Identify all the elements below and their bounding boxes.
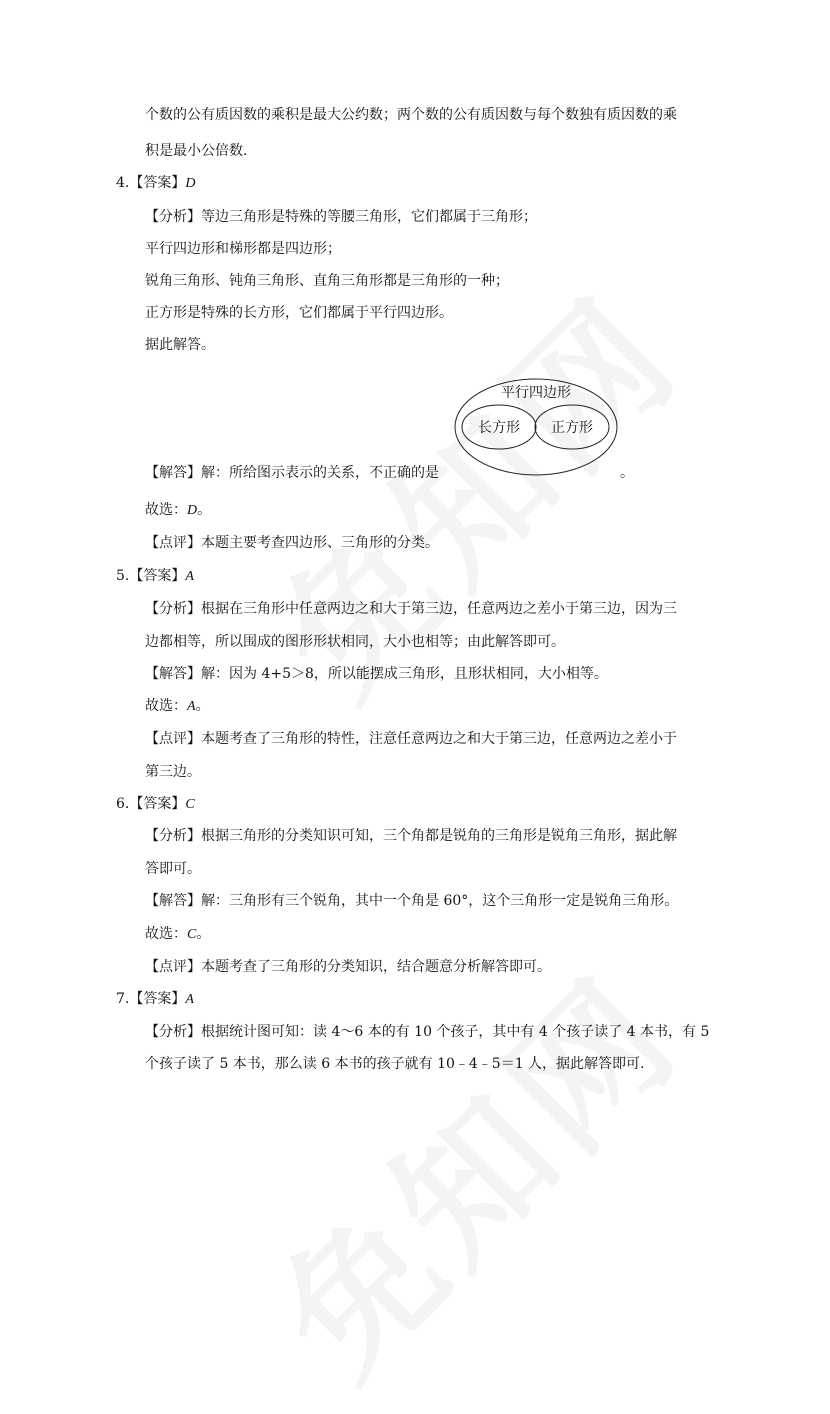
question-number: 6. [116,796,130,812]
pick-answer: A [187,699,196,714]
pick-end: 。 [195,698,210,714]
answer-choice: D [185,176,196,191]
answer-line-q6 [116,794,195,815]
answer-tag: 【答案】 [129,568,186,584]
right-label: 正方形 [551,420,593,436]
answer-tag: 【答案】 [129,175,186,191]
text-line: 个数的公有质因数的乘积是最大公约数；两个数的公有质因数与每个数独有质因数的乘 [145,107,677,123]
pick-line [145,500,211,521]
review-line: 【点评】本题主要考查四边形、三角形的分类。 [145,535,439,551]
pick-end: 。 [196,926,211,942]
answer-line-q4 [116,173,195,194]
answer-line-q7 [116,989,194,1010]
solution-line: 【解答】解：所给图示表示的关系，不正确的是 [145,465,439,481]
solution-line: 【解答】解：三角形有三个锐角，其中一个角是 60°，这个三角形一定是锐角三角形。 [145,893,679,909]
analysis-line: 个孩子读了 5 本书，那么读 6 本书的孩子就有 10﹣4﹣5＝1 人，据此解答即可. [145,1056,645,1072]
analysis-line: 【分析】根据三角形的分类知识可知，三个角都是锐角的三角形是锐角三角形，据此解 [145,828,677,844]
analysis-line: 据此解答。 [145,337,215,353]
watermark-lower [224,922,716,1414]
question-number: 5. [116,568,130,584]
analysis-line: 正方形是特殊的长方形，它们都属于平行四边形。 [145,305,453,321]
analysis-line: 答即可。 [145,861,201,877]
answer-line-q5 [116,566,194,587]
pick-end: 。 [197,502,212,518]
analysis-line: 边都相等，所以围成的图形形状相同，大小也相等；由此解答即可。 [145,634,565,650]
pick-prefix: 故选： [145,698,187,714]
analysis-line: 【分析】等边三角形是特殊的等腰三角形，它们都属于三角形； [145,209,537,225]
answer-tag: 【答案】 [129,796,186,812]
pick-prefix: 故选： [145,502,187,518]
answer-choice: A [185,992,194,1007]
question-number: 4. [116,175,130,191]
review-line: 第三边。 [145,764,201,780]
answer-tag: 【答案】 [129,991,186,1007]
analysis-line: 【分析】根据统计图可知：读 4～6 本的有 10 个孩子，其中有 4 个孩子读了 4 本书，有 5 [145,1024,710,1040]
analysis-line: 锐角三角形、钝角三角形、直角三角形都是三角形的一种； [145,273,509,289]
text-line: 积是最小公倍数. [145,143,248,159]
analysis-line: 平行四边形和梯形都是四边形； [145,241,341,257]
answer-choice: A [185,569,194,584]
solution-line: 【解答】解：因为 4+5＞8，所以能摆成三角形，且形状相同，大小相等。 [145,666,608,682]
answer-choice: C [185,797,195,812]
pick-answer: D [187,503,198,518]
analysis-line: 【分析】根据在三角形中任意两边之和大于第三边，任意两边之差小于第三边，因为三 [145,601,677,617]
left-label: 长方形 [478,420,520,436]
question-number: 7. [116,991,130,1007]
outer-label: 平行四边形 [501,385,571,401]
pick-line [145,924,210,945]
pick-line [145,696,210,717]
pick-prefix: 故选： [145,926,187,942]
venn-diagram [452,372,620,478]
solution-end: 。 [620,465,634,481]
review-line: 【点评】本题考查了三角形的特性，注意任意两边之和大于第三边，任意两边之差小于 [145,731,677,747]
review-line: 【点评】本题考查了三角形的分类知识，结合题意分析解答即可。 [145,959,551,975]
pick-answer: C [187,927,197,942]
